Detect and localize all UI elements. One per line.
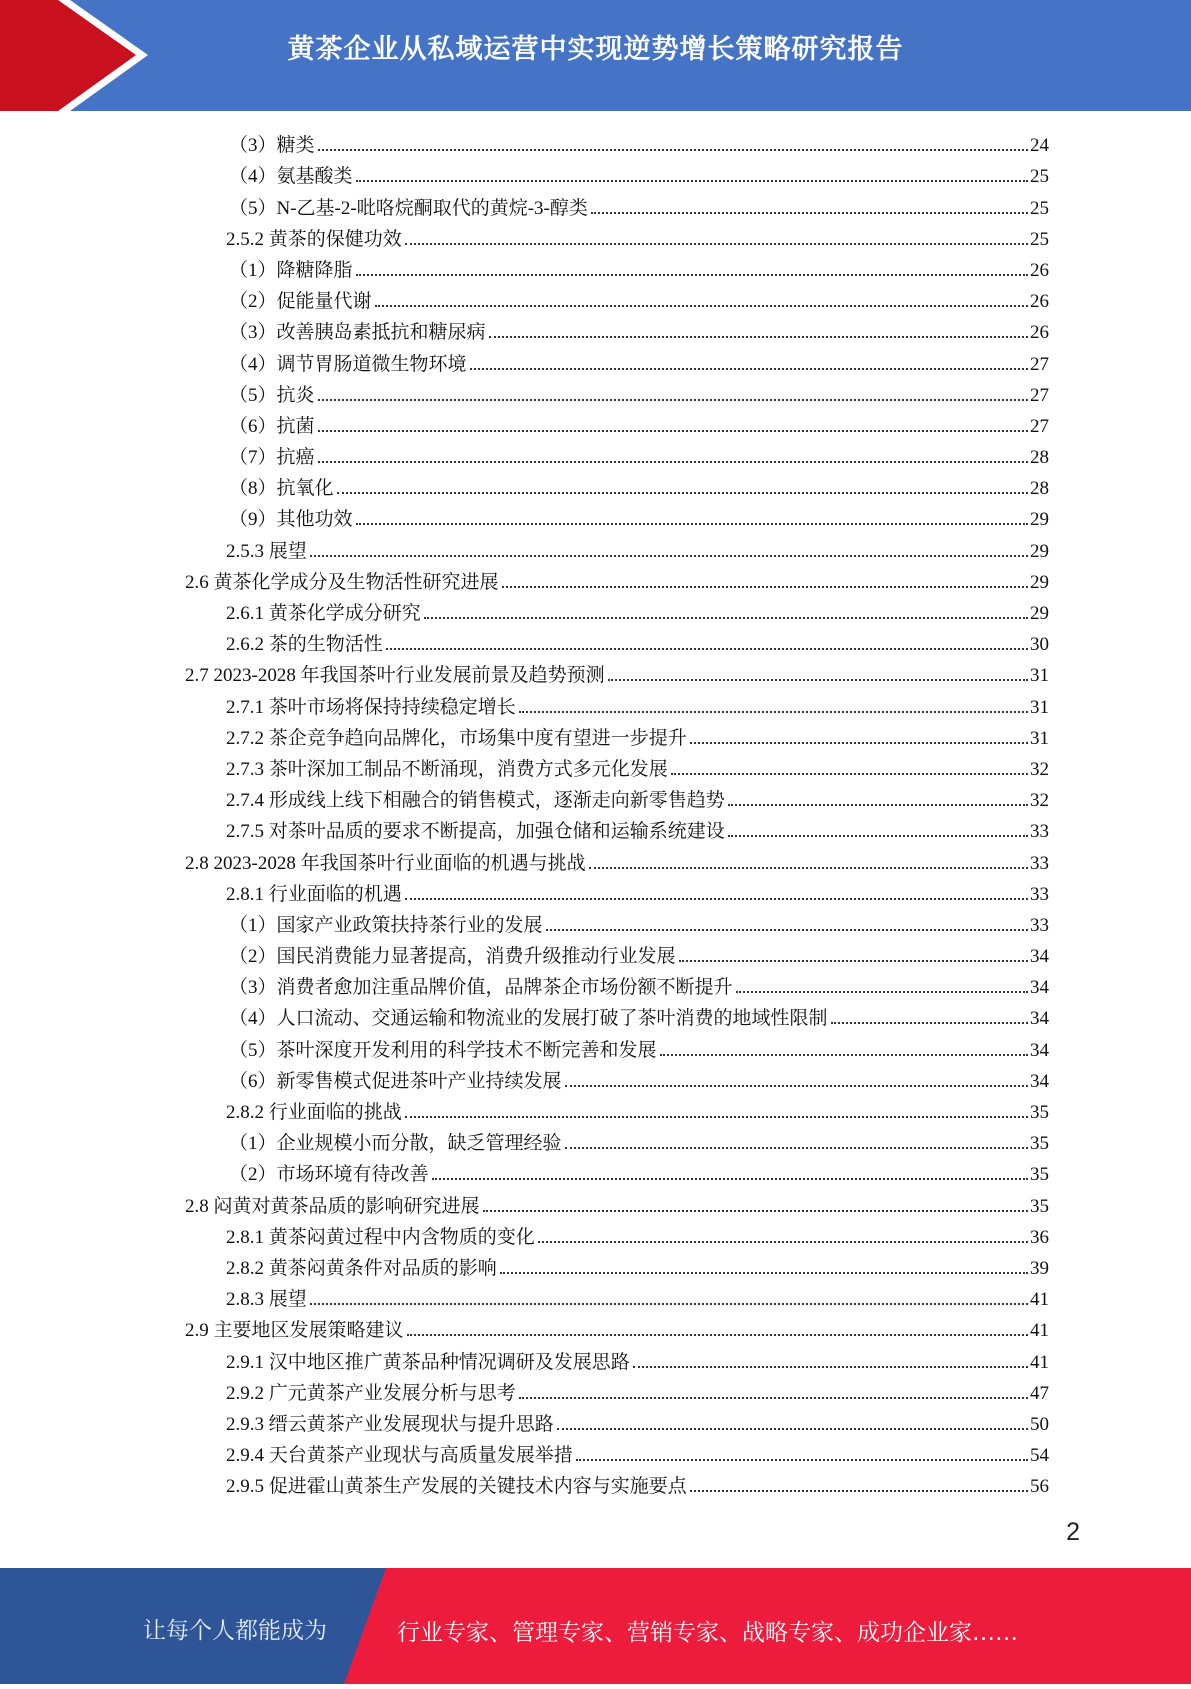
toc-entry-page: 34 — [1030, 1008, 1049, 1030]
toc-entry-label: （9）其他功效 — [229, 509, 353, 531]
toc-entry-page: 34 — [1030, 1039, 1049, 1061]
toc-entry[interactable] — [185, 1188, 1049, 1219]
footer-slogan-right: 行业专家、管理专家、营销专家、战略专家、成功企业家…… — [397, 1620, 1018, 1646]
toc-entry[interactable] — [185, 877, 1049, 908]
toc-entry-label: （2）国民消费能力显著提高，消费升级推动行业发展 — [229, 946, 676, 968]
toc-entry[interactable] — [185, 752, 1049, 783]
toc-entry-page: 32 — [1030, 790, 1049, 812]
toc-entry-page: 25 — [1030, 228, 1049, 250]
footer-slogan-left: 让每个人都能成为 — [143, 1618, 327, 1644]
toc-entry-label: （4）调节胃肠道微生物环境 — [229, 353, 467, 375]
toc-entry[interactable] — [185, 970, 1049, 1001]
toc-entry-label: 2.9.5 促进霍山黄茶生产发展的关键技术内容与实施要点 — [226, 1476, 687, 1498]
toc-entry[interactable] — [185, 783, 1049, 814]
toc-dot-leader — [356, 180, 1028, 182]
toc-entry-label: 2.8 2023-2028 年我国茶叶行业面临的机遇与挑战 — [185, 852, 586, 874]
toc-entry-label: （6）抗菌 — [229, 415, 315, 437]
toc-dot-leader — [736, 991, 1028, 993]
toc-dot-leader — [502, 586, 1028, 588]
toc-entry-label: （4）人口流动、交通运输和物流业的发展打破了茶叶消费的地域性限制 — [229, 1008, 828, 1030]
toc-entry-page: 33 — [1030, 883, 1049, 905]
toc-entry[interactable] — [185, 128, 1049, 159]
toc-dot-leader — [432, 1178, 1028, 1180]
toc-entry-page: 47 — [1030, 1382, 1049, 1404]
toc-entry-page: 34 — [1030, 1070, 1049, 1092]
toc-dot-leader — [489, 336, 1028, 338]
toc-dot-leader — [337, 492, 1028, 494]
toc-entry-page: 28 — [1030, 478, 1049, 500]
toc-dot-leader — [690, 1490, 1028, 1492]
toc-entry-page: 41 — [1030, 1320, 1049, 1342]
toc-entry-label: （1）降糖降脂 — [229, 259, 353, 281]
toc-dot-leader — [831, 1022, 1028, 1024]
toc-entry-page: 32 — [1030, 758, 1049, 780]
toc-dot-leader — [519, 1397, 1028, 1399]
toc-dot-leader — [405, 1116, 1028, 1118]
toc-dot-leader — [424, 617, 1028, 619]
toc-entry[interactable] — [185, 908, 1049, 939]
toc-entry[interactable] — [185, 845, 1049, 876]
toc-dot-leader — [557, 1428, 1028, 1430]
toc-entry-page: 25 — [1030, 166, 1049, 188]
toc-entry-label: 2.8.2 黄茶闷黄条件对品质的影响 — [226, 1257, 497, 1279]
toc-dot-leader — [576, 1459, 1028, 1461]
toc-dot-leader — [728, 804, 1028, 806]
toc-entry[interactable] — [185, 346, 1049, 377]
toc-entry[interactable] — [185, 565, 1049, 596]
toc-dot-leader — [407, 1334, 1028, 1336]
toc-entry-label: 2.7 2023-2028 年我国茶叶行业发展前景及趋势预测 — [185, 665, 605, 687]
toc-entry[interactable] — [185, 1064, 1049, 1095]
toc-entry[interactable] — [185, 190, 1049, 221]
toc-entry[interactable] — [185, 1126, 1049, 1157]
toc-entry[interactable] — [185, 627, 1049, 658]
toc-entry-label: 2.7.2 茶企竞争趋向品牌化，市场集中度有望进一步提升 — [226, 727, 687, 749]
toc-entry-label: 2.6.2 茶的生物活性 — [226, 634, 383, 656]
toc-entry[interactable] — [185, 1469, 1049, 1500]
toc-entry[interactable] — [185, 440, 1049, 471]
toc-entry[interactable] — [185, 159, 1049, 190]
toc-entry-label: （5）茶叶深度开发利用的科学技术不断完善和发展 — [229, 1039, 657, 1061]
toc-dot-leader — [608, 679, 1028, 681]
toc-entry[interactable] — [185, 502, 1049, 533]
toc-entry-page: 33 — [1030, 852, 1049, 874]
toc-dot-leader — [386, 648, 1028, 650]
toc-dot-leader — [500, 1272, 1028, 1274]
toc-entry[interactable] — [185, 1344, 1049, 1375]
toc-entry-label: （2）市场环境有待改善 — [229, 1164, 429, 1186]
toc-dot-leader — [318, 399, 1028, 401]
toc-entry-label: 2.7.3 茶叶深加工制品不断涌现，消费方式多元化发展 — [226, 758, 668, 780]
toc-entry[interactable] — [185, 1032, 1049, 1063]
toc-dot-leader — [633, 1366, 1028, 1368]
toc-entry[interactable] — [185, 284, 1049, 315]
toc-entry-label: （1）企业规模小而分散，缺乏管理经验 — [229, 1133, 562, 1155]
toc-entry-page: 29 — [1030, 540, 1049, 562]
toc-entry-label: 2.6 黄茶化学成分及生物活性研究进展 — [185, 571, 499, 593]
toc-entry-label: 2.9.2 广元黄茶产业发展分析与思考 — [226, 1382, 516, 1404]
toc-entry-label: 2.8.2 行业面临的挑战 — [226, 1102, 402, 1123]
toc-entry-label: 2.7.5 对茶叶品质的要求不断提高，加强仓储和运输系统建设 — [226, 821, 725, 843]
toc-entry-page: 29 — [1030, 603, 1049, 624]
toc-entry-page: 34 — [1030, 977, 1049, 999]
toc-dot-leader — [405, 243, 1028, 245]
toc-dot-leader — [679, 960, 1028, 962]
toc-entry[interactable] — [185, 1095, 1049, 1126]
toc-entry[interactable] — [185, 1001, 1049, 1032]
toc-entry-page: 28 — [1030, 447, 1049, 469]
toc-entry-page: 50 — [1030, 1413, 1049, 1435]
toc-entry-page: 27 — [1030, 384, 1049, 406]
toc-entry-page: 27 — [1030, 353, 1049, 375]
toc-dot-leader — [546, 929, 1028, 931]
header-band — [0, 0, 1191, 111]
toc-entry-label: 2.8.1 行业面临的机遇 — [226, 883, 402, 905]
toc-entry[interactable] — [185, 409, 1049, 440]
toc-dot-leader — [356, 523, 1028, 525]
toc-entry-label: 2.9.1 汉中地区推广黄茶品种情况调研及发展思路 — [226, 1351, 630, 1373]
toc-entry[interactable] — [185, 689, 1049, 720]
toc-entry[interactable] — [185, 1282, 1049, 1313]
toc-entry-label: （5）N-乙基-2-吡咯烷酮取代的黄烷-3-醇类 — [229, 197, 588, 219]
toc-entry-label: （1）国家产业政策扶持茶行业的发展 — [229, 914, 543, 936]
toc-dot-leader — [690, 742, 1028, 744]
toc-entry-page: 39 — [1030, 1257, 1049, 1279]
toc-entry-page: 35 — [1030, 1164, 1049, 1186]
toc-entry-page: 26 — [1030, 322, 1049, 344]
toc-entry-page: 26 — [1030, 291, 1049, 313]
toc-entry-label: 2.9.3 缙云黄茶产业发展现状与提升思路 — [226, 1413, 554, 1435]
toc-entry[interactable] — [185, 1376, 1049, 1407]
toc-entry[interactable] — [185, 471, 1049, 502]
toc-entry-page: 31 — [1030, 665, 1049, 687]
toc-dot-leader — [671, 773, 1028, 775]
toc-entry-page: 30 — [1030, 634, 1049, 656]
toc-entry-label: （7）抗癌 — [229, 447, 315, 469]
toc-entry-label: 2.5.3 展望 — [226, 540, 307, 562]
toc-entry[interactable] — [185, 814, 1049, 845]
toc-entry-label: （3）消费者愈加注重品牌价值，品牌茶企市场份额不断提升 — [229, 977, 733, 999]
toc-entry-page: 31 — [1030, 727, 1049, 749]
toc-entry-page: 41 — [1030, 1351, 1049, 1373]
toc-dot-leader — [728, 835, 1028, 837]
toc-entry-label: 2.8.1 黄茶闷黄过程中内含物质的变化 — [226, 1226, 535, 1248]
table-of-contents — [185, 128, 1049, 1500]
toc-entry-page: 35 — [1030, 1195, 1049, 1217]
toc-entry-page: 35 — [1030, 1102, 1049, 1123]
toc-entry-page: 31 — [1030, 696, 1049, 718]
toc-dot-leader — [356, 274, 1028, 276]
toc-entry[interactable] — [185, 721, 1049, 752]
toc-entry-label: 2.8 闷黄对黄茶品质的影响研究进展 — [185, 1195, 480, 1217]
toc-entry-page: 29 — [1030, 509, 1049, 531]
toc-dot-leader — [470, 368, 1028, 370]
toc-entry-label: （5）抗炎 — [229, 384, 315, 406]
toc-entry-page: 26 — [1030, 259, 1049, 281]
toc-entry[interactable] — [185, 533, 1049, 564]
toc-entry-label: 2.9 主要地区发展策略建议 — [185, 1320, 404, 1342]
toc-dot-leader — [538, 1241, 1028, 1243]
toc-entry[interactable] — [185, 253, 1049, 284]
toc-entry[interactable] — [185, 1220, 1049, 1251]
toc-dot-leader — [483, 1210, 1028, 1212]
toc-entry[interactable] — [185, 1313, 1049, 1344]
toc-dot-leader — [565, 1147, 1028, 1149]
toc-entry-page: 29 — [1030, 571, 1049, 593]
toc-entry[interactable] — [185, 1407, 1049, 1438]
toc-dot-leader — [310, 555, 1028, 557]
toc-dot-leader — [310, 1303, 1028, 1305]
toc-entry-label: （4）氨基酸类 — [229, 166, 353, 188]
toc-entry-label: 2.5.2 黄茶的保健功效 — [226, 228, 402, 250]
toc-entry[interactable] — [185, 1157, 1049, 1188]
toc-entry-label: 2.6.1 黄茶化学成分研究 — [226, 603, 421, 624]
page-number: 2 — [1066, 1518, 1080, 1546]
toc-entry-label: （6）新零售模式促进茶叶产业持续发展 — [229, 1070, 562, 1092]
toc-dot-leader — [318, 149, 1028, 151]
toc-entry-label: （3）改善胰岛素抵抗和糖尿病 — [229, 322, 486, 344]
toc-dot-leader — [318, 430, 1028, 432]
toc-dot-leader — [589, 867, 1028, 869]
toc-entry-page: 35 — [1030, 1133, 1049, 1155]
toc-entry-page: 24 — [1030, 135, 1049, 157]
toc-dot-leader — [519, 711, 1028, 713]
toc-dot-leader — [591, 212, 1028, 214]
toc-entry[interactable] — [185, 1438, 1049, 1469]
toc-dot-leader — [405, 898, 1028, 900]
toc-entry-page: 33 — [1030, 821, 1049, 843]
toc-dot-leader — [375, 305, 1028, 307]
toc-entry[interactable] — [185, 378, 1049, 409]
toc-entry-label: （2）促能量代谢 — [229, 291, 372, 313]
toc-entry-label: （3）糖类 — [229, 135, 315, 157]
toc-entry-page: 34 — [1030, 946, 1049, 968]
toc-entry-label: （8）抗氧化 — [229, 478, 334, 500]
toc-entry-label: 2.7.1 茶叶市场将保持持续稳定增长 — [226, 696, 516, 718]
toc-entry[interactable] — [185, 658, 1049, 689]
toc-entry-page: 54 — [1030, 1445, 1049, 1467]
toc-entry[interactable] — [185, 1251, 1049, 1282]
toc-entry[interactable] — [185, 315, 1049, 346]
toc-entry-page: 56 — [1030, 1476, 1049, 1498]
toc-entry-label: 2.9.4 天台黄茶产业现状与高质量发展举措 — [226, 1445, 573, 1467]
toc-entry-page: 41 — [1030, 1289, 1049, 1311]
toc-entry[interactable] — [185, 596, 1049, 627]
toc-entry[interactable] — [185, 939, 1049, 970]
toc-dot-leader — [318, 461, 1028, 463]
toc-entry-label: 2.8.3 展望 — [226, 1289, 307, 1311]
toc-entry-page: 25 — [1030, 197, 1049, 219]
toc-dot-leader — [565, 1085, 1028, 1087]
toc-entry-page: 33 — [1030, 914, 1049, 936]
toc-dot-leader — [660, 1054, 1028, 1056]
toc-entry-label: 2.7.4 形成线上线下相融合的销售模式，逐渐走向新零售趋势 — [226, 790, 725, 812]
report-title: 黄茶企业从私域运营中实现逆势增长策略研究报告 — [287, 34, 904, 65]
toc-entry-page: 27 — [1030, 415, 1049, 437]
toc-entry-page: 36 — [1030, 1226, 1049, 1248]
toc-entry[interactable] — [185, 222, 1049, 253]
